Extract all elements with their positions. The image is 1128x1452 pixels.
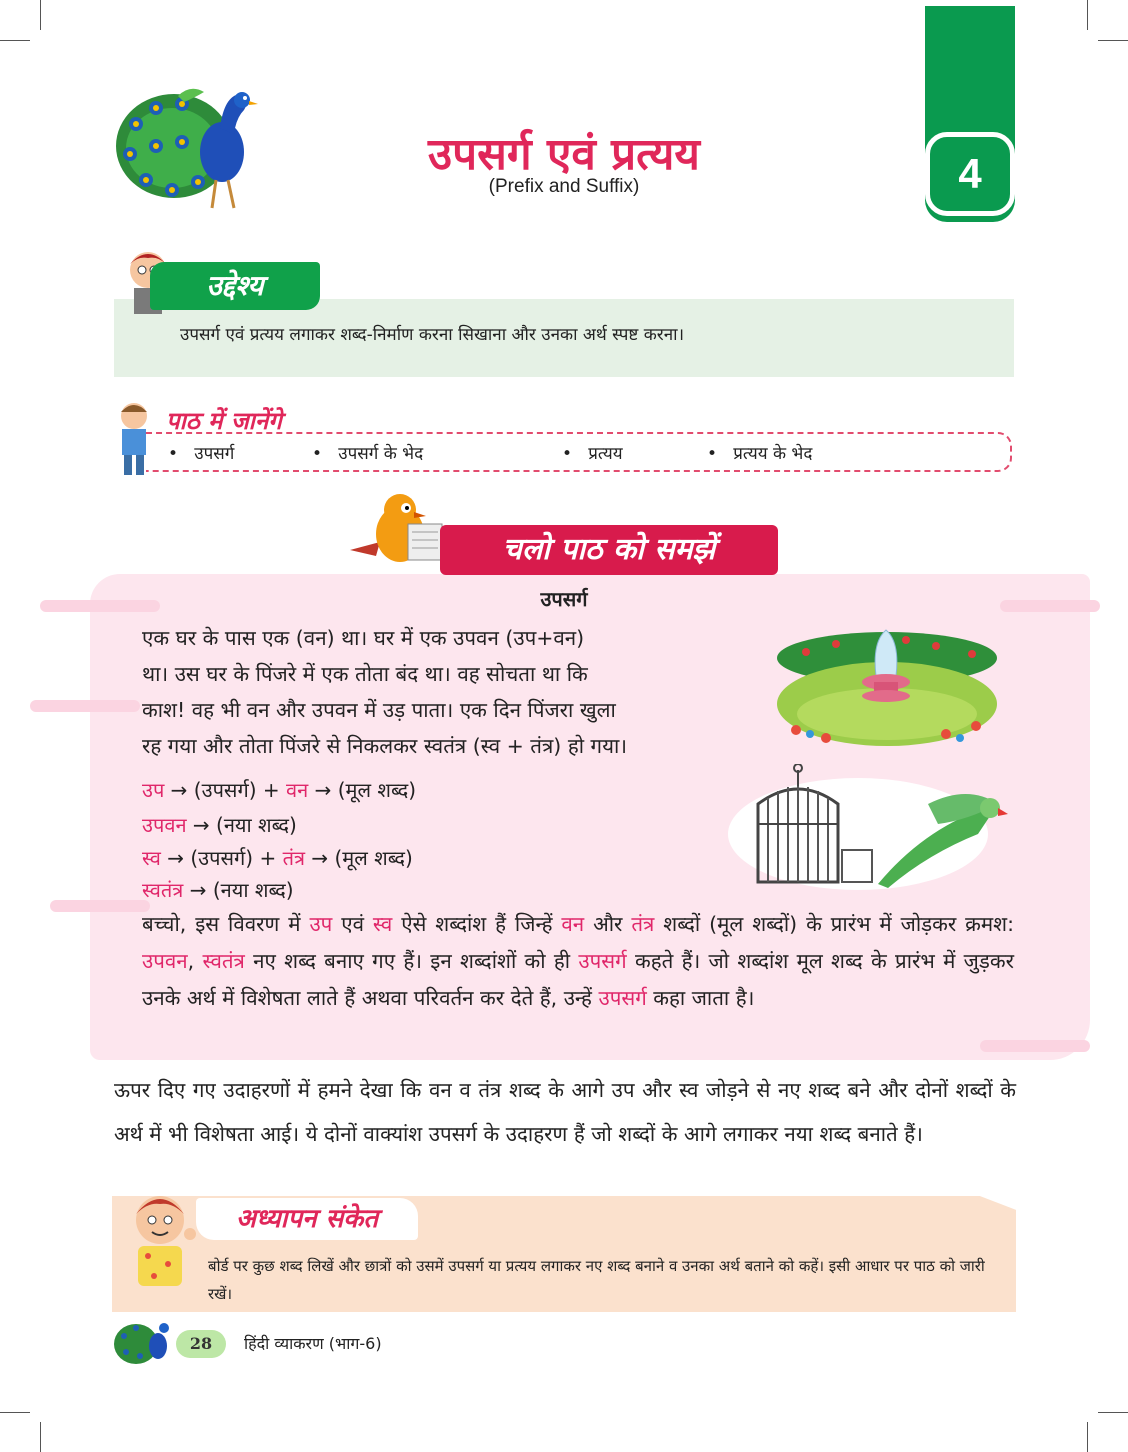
crop-mark (1087, 1422, 1088, 1452)
garden-illustration (776, 622, 998, 746)
chapter-number: 4 (925, 132, 1015, 216)
teaching-hint-heading: अध्यापन संकेत (196, 1198, 418, 1240)
story-line: एक घर के पास एक (वन) था। घर में एक उपवन (उप+वन) (142, 626, 585, 650)
story-line: रह गया और तोता पिंजरे से निकलकर स्वतंत्र (स्व + तंत्र) हो गया। (142, 734, 628, 758)
brush-stroke (30, 700, 140, 712)
equation-row: स्वतंत्र → (नया शब्द) (142, 878, 294, 902)
chapter-subtitle: (Prefix and Suffix) (488, 176, 640, 197)
lesson-banner: चलो पाठ को समझें (440, 525, 778, 575)
bird-reading-icon (346, 490, 446, 574)
equation-row: उपवन → (नया शब्द) (142, 813, 297, 837)
crop-mark (1098, 1412, 1128, 1413)
crop-mark (1098, 40, 1128, 41)
summary-paragraph: ऊपर दिए गए उदाहरणों में हमने देखा कि वन व तंत्र शब्द के आगे उप और स्व जोड़ने से नए शब्द बने और दोनों शब्दों के अर्थ में भी विशेषता आई। ये दोनों वाक्यांश उपसर्ग के उदाहरण हैं जो शब्दों के आगे लगाकर नया शब्द बनाते हैं। (114, 1078, 1016, 1146)
brush-stroke (50, 900, 150, 912)
chapter-title: उपसर्ग एवं प्रत्यय (428, 129, 700, 180)
teacher-boy-icon (124, 1190, 198, 1290)
page-number: 28 (176, 1330, 226, 1358)
equation-row: स्व → (उपसर्ग) + तंत्र → (मूल शब्द) (142, 846, 413, 870)
learn-item: • प्रत्यय के भेद (707, 444, 813, 464)
teaching-hint-text: बोर्ड पर कुछ शब्द लिखें और छात्रों को उसमें उपसर्ग या प्रत्यय लगाकर नए शब्द बनाने व उनका अर्थ बताने को कहें। इसी आधार पर पाठ को जारी रखें। (208, 1257, 985, 1303)
crop-mark (40, 1422, 41, 1452)
crop-mark (0, 40, 30, 41)
objective-text: उपसर्ग एवं प्रत्यय लगाकर शब्द-निर्माण करना सिखाना और उनका अर्थ स्पष्ट करना। (180, 325, 685, 345)
explanation-paragraph: बच्चो, इस विवरण में उप एवं स्व ऐसे शब्दांश हैं जिन्हें वन और तंत्र शब्दों (मूल शब्दों) के प्रारंभ में जोड़कर क्रमश: उपवन, स्वतंत्र नए शब्द बनाए गए हैं। इन शब्दांशों को ही उपसर्ग कहते हैं। जो शब्दांश मूल शब्द के प्रारंभ में जुड़कर उनके अर्थ में विशेषता लाते हैं अथवा परिवर्तन कर देते हैं, उन्हें उपसर्ग कहा जाता है। (142, 912, 1014, 1010)
learn-item: • उपसर्ग (168, 444, 235, 464)
story-line: काश! वह भी वन और उपवन में उड़ पाता। एक दिन पिंजरा खुला (142, 698, 616, 722)
brush-stroke (980, 1040, 1090, 1052)
crop-mark (0, 1412, 30, 1413)
story-line: था। उस घर के पिंजरे में एक तोता बंद था। वह सोचता था कि (142, 662, 588, 686)
crop-mark (1087, 0, 1088, 30)
crop-mark (40, 0, 41, 30)
footer-peacock-icon (112, 1316, 176, 1368)
objective-heading: उद्देश्य (150, 262, 320, 310)
learn-item: • प्रत्यय (562, 444, 623, 464)
cage-parrot-illustration (728, 764, 1018, 892)
learn-item: • उपसर्ग के भेद (312, 444, 424, 464)
equation-row: उप → (उपसर्ग) + वन → (मूल शब्द) (142, 778, 417, 802)
book-title: हिंदी व्याकरण (भाग-6) (244, 1334, 382, 1353)
learn-heading: पाठ में जानेंगे (166, 407, 282, 435)
section-title: उपसर्ग (540, 587, 588, 611)
